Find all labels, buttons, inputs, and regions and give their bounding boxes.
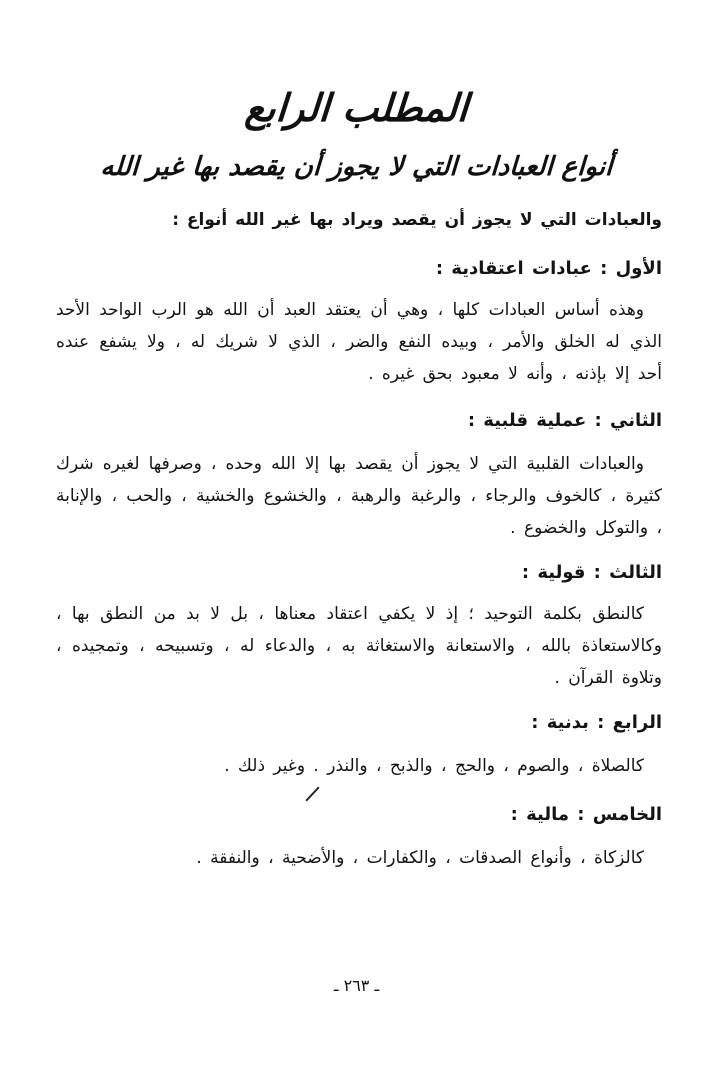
section-body-fourth: كالصلاة ، والصوم ، والحج ، والذبح ، والنذر . وغير ذلك .	[224, 756, 644, 776]
chapter-subtitle-calligraphy: أنواع العبادات التي لا يجوز أن يقصد بها غير الله	[99, 152, 614, 182]
section-heading-second: الثاني : عملية قلبية :	[467, 410, 662, 431]
chapter-title-calligraphy: المطلب الرابع	[243, 86, 470, 130]
section-body-first: وهذه أساس العبادات كلها ، وهي أن يعتقد العبد أن الله هو الرب الواحد الأحد الذي له الخلق والأمر ، وبيده النفع والضر ، الذي لا شريك له ، ولا يشفع عنده أحد إلا بإذنه ، وأنه لا معبود بحق غيره .	[56, 300, 662, 384]
section-body-fifth: كالزكاة ، وأنواع الصدقات ، والكفارات ، والأضحية ، والنفقة .	[196, 848, 644, 868]
page-number: ـ ٢٦٣ ـ	[333, 976, 380, 995]
section-heading-first: الأول : عبادات اعتقادية :	[435, 258, 662, 279]
section-heading-third: الثالث : قولية :	[521, 562, 662, 583]
section-body-third: كالنطق بكلمة التوحيد ؛ إذ لا يكفي اعتقاد معناها ، بل لا بد من النطق بها ، وكالاستعاذة بالله ، والاستعانة والاستغاثة به ، والدعاء له ، وتسبيحه ، وتمجيده ، وتلاوة القرآن .	[56, 604, 662, 688]
intro-statement: والعبادات التي لا يجوز أن يقصد ويراد بها غير الله أنواع :	[172, 210, 662, 230]
section-heading-fifth: الخامس : مالية :	[510, 804, 662, 825]
ink-stroke-mark	[305, 786, 319, 801]
section-heading-fourth: الرابع : بدنية :	[531, 712, 662, 733]
section-body-second: والعبادات القلبية التي لا يجوز أن يقصد بها إلا الله وحده ، وصرفها لغيره شرك كثيرة ، كالخوف والرجاء ، والرغبة والرهبة ، والخشوع والخشية ، والحب ، والإنابة ، والتوكل والخضوع .	[56, 454, 662, 538]
